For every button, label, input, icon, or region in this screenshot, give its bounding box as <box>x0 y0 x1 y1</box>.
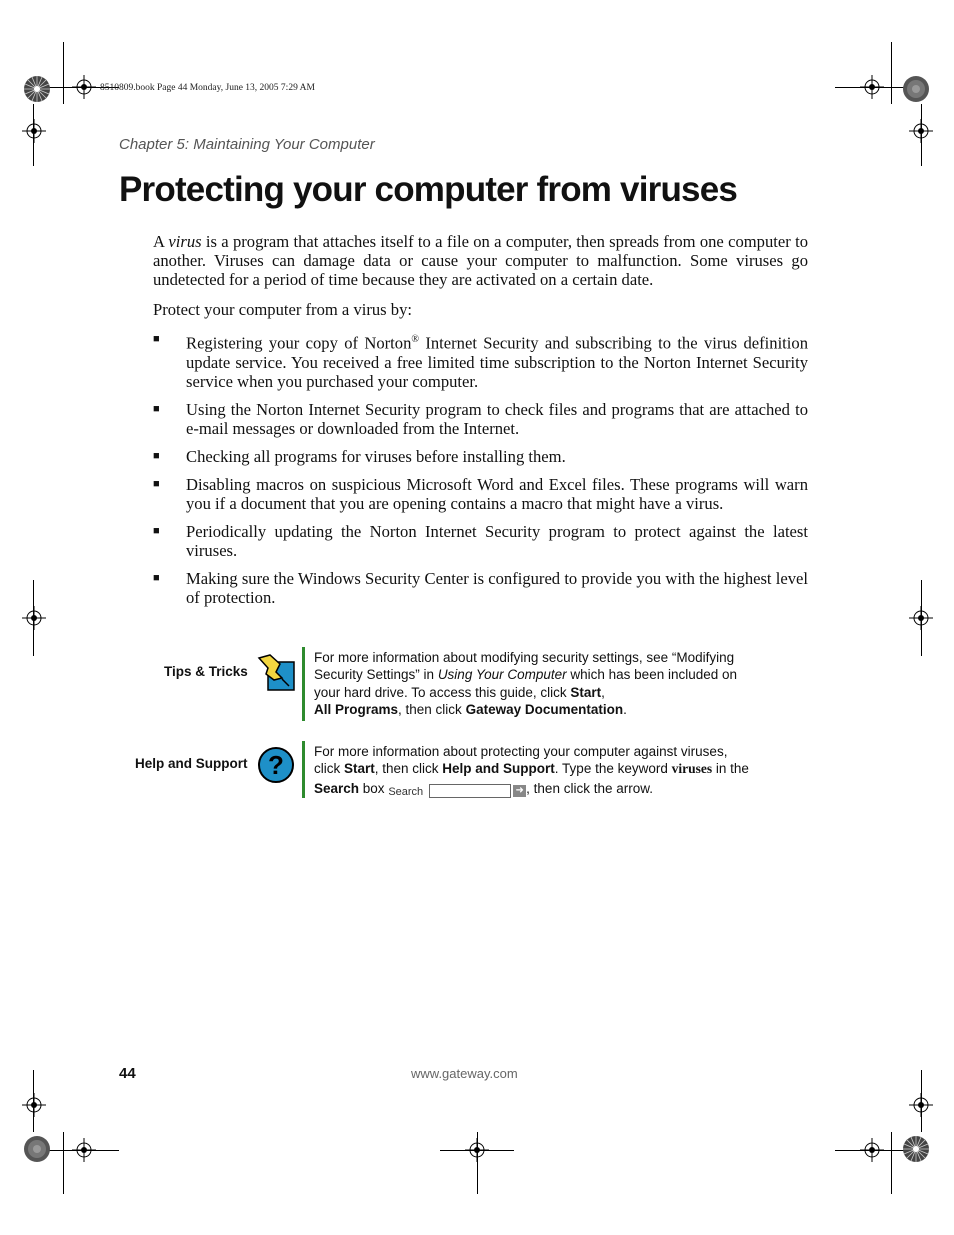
bullet-marker: ■ <box>153 333 160 345</box>
help-question-icon <box>257 746 295 784</box>
note-text: , then click the arrow. <box>526 780 653 796</box>
registration-mark-icon <box>465 1138 489 1162</box>
tips-note-bar <box>302 647 305 721</box>
page-title: Protecting your computer from viruses <box>119 170 738 209</box>
note-text: box <box>359 780 389 796</box>
intro-text: A <box>153 232 169 251</box>
list-item <box>153 447 808 466</box>
registration-mark-icon <box>909 1093 933 1117</box>
note-text: For more information about modifying security settings, see “Modifying Security Settings” in <box>314 650 735 683</box>
list-item-text: Registering your copy of Norton <box>186 333 412 353</box>
bullet-marker: ■ <box>153 477 160 490</box>
starburst-target-icon <box>902 75 930 103</box>
search-box-illustration <box>388 782 526 801</box>
guide-title: Using Your Computer <box>437 667 567 683</box>
list-item <box>153 330 808 391</box>
help-support-label: Help and Support <box>135 756 248 771</box>
search-term: Search <box>314 780 360 796</box>
note-text: , <box>601 684 605 700</box>
list-item <box>153 522 808 560</box>
lead-sentence: Protect your computer from a virus by: <box>153 300 412 319</box>
footer-url: www.gateway.com <box>411 1066 518 1081</box>
starburst-target-icon <box>902 1135 930 1163</box>
start-term: Start <box>570 684 602 700</box>
registration-mark-icon <box>860 1138 884 1162</box>
chapter-header: Chapter 5: Maintaining Your Computer <box>119 136 375 153</box>
gateway-documentation-term: Gateway Documentation <box>465 701 624 717</box>
note-text: For more information about protecting your computer against viruses, click <box>314 744 728 777</box>
bullet-marker: ■ <box>153 449 160 462</box>
start-term: Start <box>344 761 375 777</box>
note-text: in the <box>712 761 749 777</box>
list-item-text: Internet Security and subscribing to the virus definition update service. You received a free limited time subscription to the Norton Internet Security service when you purchased your computer. <box>186 333 808 391</box>
print-info: 8510809.book Page 44 Monday, June 13, 2005 7:29 AM <box>100 83 315 93</box>
note-text: , then click <box>374 761 443 777</box>
registration-mark-icon <box>22 606 46 630</box>
arrow-right-icon[interactable]: ➜ <box>513 785 526 797</box>
note-text: which has been included on your hard drive. To access this guide, click <box>314 667 738 700</box>
svg-text:?: ? <box>268 750 284 780</box>
note-text: . Type the keyword <box>554 761 672 777</box>
tips-tricks-label: Tips & Tricks <box>164 664 248 679</box>
search-input[interactable] <box>429 784 511 798</box>
list-item-text: Periodically updating the Norton Internet Security program to protect against the latest viruses. <box>186 521 808 560</box>
list-item <box>153 400 808 438</box>
list-item <box>153 569 808 607</box>
all-programs-term: All Programs <box>314 701 399 717</box>
page-number: 44 <box>119 1065 136 1082</box>
list-item-text: Using the Norton Internet Security program to check files and programs that are attached to e-mail messages or downloaded from the Internet. <box>186 399 808 438</box>
help-note-bar <box>302 741 305 798</box>
starburst-target-icon <box>23 1135 51 1163</box>
registration-mark-icon <box>72 1138 96 1162</box>
tips-note-text <box>314 649 754 718</box>
intro-text: is a program that attaches itself to a file on a computer, then spreads from one computer to another. Viruses can damage data or cause your computer to malfunction. Some viruses go undetected for a period of time because they are activated on a certain date. <box>153 232 808 289</box>
list-item-text: Making sure the Windows Security Center is configured to provide you with the highest level of protection. <box>186 568 808 607</box>
list-item-text: Disabling macros on suspicious Microsoft Word and Excel files. These programs will warn you if a document that you are opening contains a macro that might have a virus. <box>186 474 808 513</box>
starburst-target-icon <box>23 75 51 103</box>
registration-mark-icon <box>22 1093 46 1117</box>
registration-mark-icon <box>22 119 46 143</box>
help-support-term: Help and Support <box>442 761 555 777</box>
registration-mark-icon <box>909 119 933 143</box>
virus-term: virus <box>168 232 202 251</box>
search-label: Search <box>388 785 424 798</box>
list-item-text: Checking all programs for viruses before installing them. <box>186 446 566 466</box>
note-text: . <box>623 701 627 717</box>
list-item <box>153 475 808 513</box>
keyword-term: viruses <box>671 761 713 777</box>
registration-mark-icon <box>860 75 884 99</box>
note-text: , then click <box>398 701 466 717</box>
intro-paragraph <box>153 232 808 289</box>
registered-mark: ® <box>411 334 419 345</box>
registration-mark-icon <box>909 606 933 630</box>
help-note-text <box>314 743 754 801</box>
bullet-marker: ■ <box>153 524 160 537</box>
bullet-list <box>153 330 808 616</box>
bullet-marker: ■ <box>153 402 160 415</box>
tips-tricks-icon <box>256 652 296 692</box>
bullet-marker: ■ <box>153 571 160 584</box>
registration-mark-icon <box>72 75 96 99</box>
